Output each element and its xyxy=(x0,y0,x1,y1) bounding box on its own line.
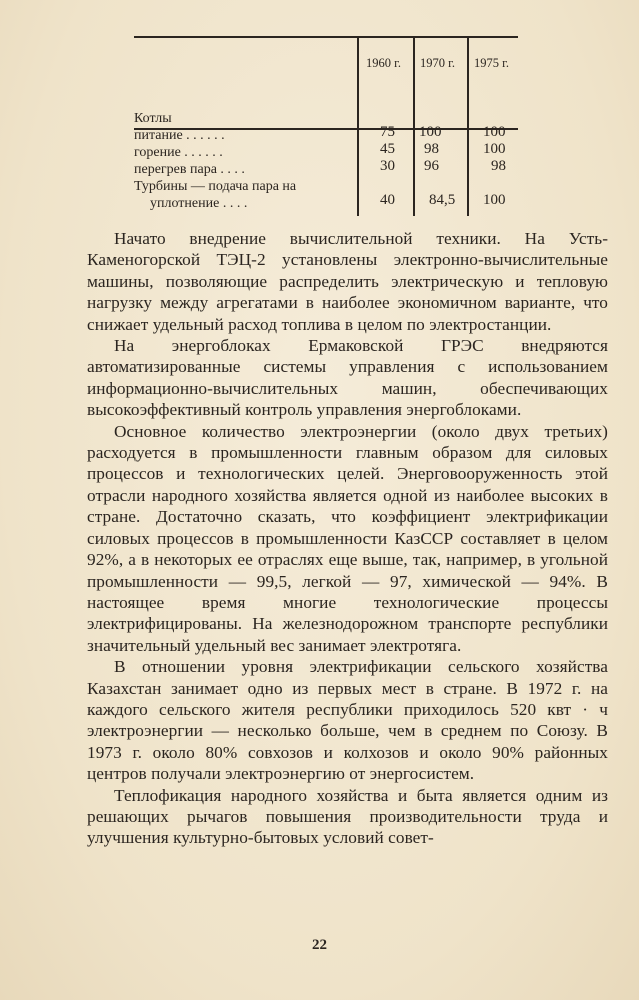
table-vline-3 xyxy=(467,38,469,216)
cell-peregrev-1960: 30 xyxy=(380,158,395,174)
cell-pitanie-1960: 75 xyxy=(380,124,395,140)
header-1975: 1975 г. xyxy=(474,56,509,70)
row-label-peregrev: перегрев пара . . . . xyxy=(134,162,245,177)
table-vline-2 xyxy=(413,38,415,216)
table-top-rule xyxy=(134,36,518,38)
row-label-kotly: Котлы xyxy=(134,111,172,126)
paragraph-3: Основное количество электроэнергии (около двух третьих) расходуется в промышленности главным образом для силовых процессов и технологических целей. Энерговооруженность этой отрасли народного хозяйства является одной из наиболее высоких в стране. Достаточно сказать, что коэффициент электрификации силовых процессов в промышленности КазССР составляет в целом 92%, а в некоторых ее отраслях еще выше, так, например, в угольной промышленности — 99,5, легкой — 97, химической — 94%. В настоящее время многие технологические процессы электрифицированы. На железнодорожном транспорте республики значительный удельный вес занимает электротяга. xyxy=(87,421,608,655)
row-label-pitanie: питание . . . . . . xyxy=(134,128,225,143)
body-text xyxy=(87,228,608,849)
cell-gorenie-1960: 45 xyxy=(380,141,395,157)
cell-pitanie-1970: 100 xyxy=(419,124,442,140)
row-label-uplotnenie: уплотнение . . . . xyxy=(150,196,248,211)
paragraph-1: Начато внедрение вычислительной техники. На Усть-Каменогорской ТЭЦ-2 установлены электронно-вычислительные машины, позволяющие распределить электрическую и тепловую нагрузку между агрегатами в наиболее экономичном варианте, что снижает удельный расход топлива в целом по электростанции. xyxy=(87,229,608,334)
cell-uplotnenie-1975: 100 xyxy=(483,192,506,208)
header-1970: 1970 г. xyxy=(420,56,455,70)
paragraph-2: На энергоблоках Ермаковской ГРЭС внедряются автоматизированные системы управления с использованием информационно-вычислительных машин, обеспечивающих высокоэффективный контроль управления энергоблоками. xyxy=(87,336,608,420)
cell-uplotnenie-1960: 40 xyxy=(380,192,395,208)
cell-pitanie-1975: 100 xyxy=(483,124,506,140)
cell-gorenie-1970: 98 xyxy=(424,141,439,157)
row-label-turbiny: Турбины — подача пара на xyxy=(134,179,297,194)
cell-uplotnenie-1970: 84,5 xyxy=(429,192,456,208)
header-1960: 1960 г. xyxy=(366,56,401,70)
table-vline-1 xyxy=(357,38,359,216)
paragraph-4: В отношении уровня электрификации сельского хозяйства Казахстан занимает одно из первых мест в стране. В 1972 г. на каждого сельского жителя республики приходилось 520 квт · ч электроэнергии — несколько больше, чем в среднем по Союзу. В 1973 г. около 80% совхозов и колхозов и около 90% районных центров получали электроэнергию от энергосистем. xyxy=(87,657,608,784)
data-table xyxy=(128,36,518,216)
cell-gorenie-1975: 100 xyxy=(483,141,506,157)
paragraph-5: Теплофикация народного хозяйства и быта является одним из решающих рычагов повышения производительности труда и улучшения культурно-бытовых условий совет- xyxy=(87,785,608,848)
cell-peregrev-1975: 98 xyxy=(491,158,506,174)
row-label-gorenie: горение . . . . . . xyxy=(134,145,223,160)
cell-peregrev-1970: 96 xyxy=(424,158,439,174)
page-number: 22 xyxy=(312,937,327,953)
